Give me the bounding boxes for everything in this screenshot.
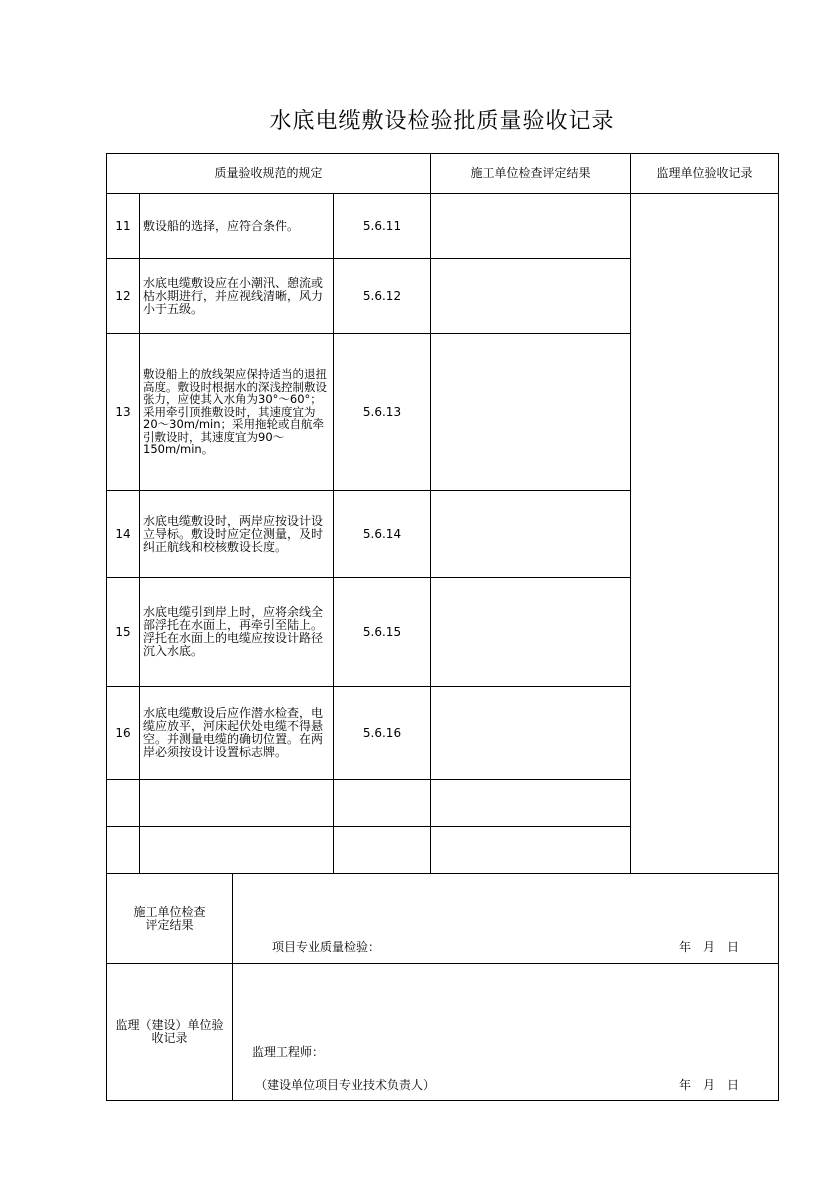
contractor-date: 年 月 日 <box>679 940 740 954</box>
supervising-engineer-label: 监理工程师： <box>252 1045 325 1059</box>
quality-inspector-label: 项目专业质量检验： <box>272 940 381 954</box>
row-requirement: 敷设船的选择，应符合条件。 <box>143 218 300 233</box>
row-requirement: 水底电缆敷设应在小潮汛、憩流或枯水期进行，并应视线清晰，风力小于五级。 <box>143 275 324 316</box>
supervisor-date: 年 月 日 <box>679 1078 740 1092</box>
row-clause: 5.6.11 <box>362 218 402 233</box>
row-requirement: 水底电缆引到岸上时，应将余线全部浮托在水面上，再牵引至陆上。浮托在水面上的电缆应按设计路径沉入水底。 <box>143 605 324 658</box>
row-requirement: 水底电缆敷设时，两岸应按设计设立导标。敷设时应定位测量，及时纠正航线和校核敷设长度。 <box>143 513 324 554</box>
row-clause: 5.6.15 <box>362 624 402 639</box>
page-title: 水底电缆敷设检验批质量验收记录 <box>269 109 615 134</box>
contractor-section-label: 施工单位检查评定结果 <box>133 904 206 932</box>
row-clause: 5.6.12 <box>362 288 402 303</box>
header-supervisor-record: 监理单位验收记录 <box>656 166 753 180</box>
header-spec: 质量验收规范的规定 <box>214 166 323 180</box>
header-contractor-result: 施工单位检查评定结果 <box>470 166 591 180</box>
row-number: 12 <box>115 288 131 303</box>
row-clause: 5.6.14 <box>362 526 402 541</box>
supervisor-section-label: 监理（建设）单位验收记录 <box>115 1018 224 1045</box>
row-number: 16 <box>115 725 131 740</box>
owner-representative-label: （建设单位项目专业技术负责人） <box>255 1078 436 1092</box>
row-requirement: 敷设船上的放线架应保持适当的退扭高度。敷设时根据水的深浅控制敷设张力，应使其入水角为30°～60°；采用牵引顶推敷设时，其速度宜为20～30m/min；采用拖轮或自航牵引敷设时，其速度宜为90～150m/min。 <box>143 367 327 457</box>
row-number: 13 <box>115 404 131 419</box>
row-number: 14 <box>115 526 131 541</box>
row-clause: 5.6.16 <box>362 725 402 740</box>
row-number: 11 <box>115 218 131 233</box>
row-requirement: 水底电缆敷设后应作潜水检查，电缆应放平，河床起伏处电缆不得悬空。并测量电缆的确切位置。在两岸必须按设计设置标志牌。 <box>143 706 324 759</box>
row-number: 15 <box>115 624 131 639</box>
row-clause: 5.6.13 <box>362 404 402 419</box>
